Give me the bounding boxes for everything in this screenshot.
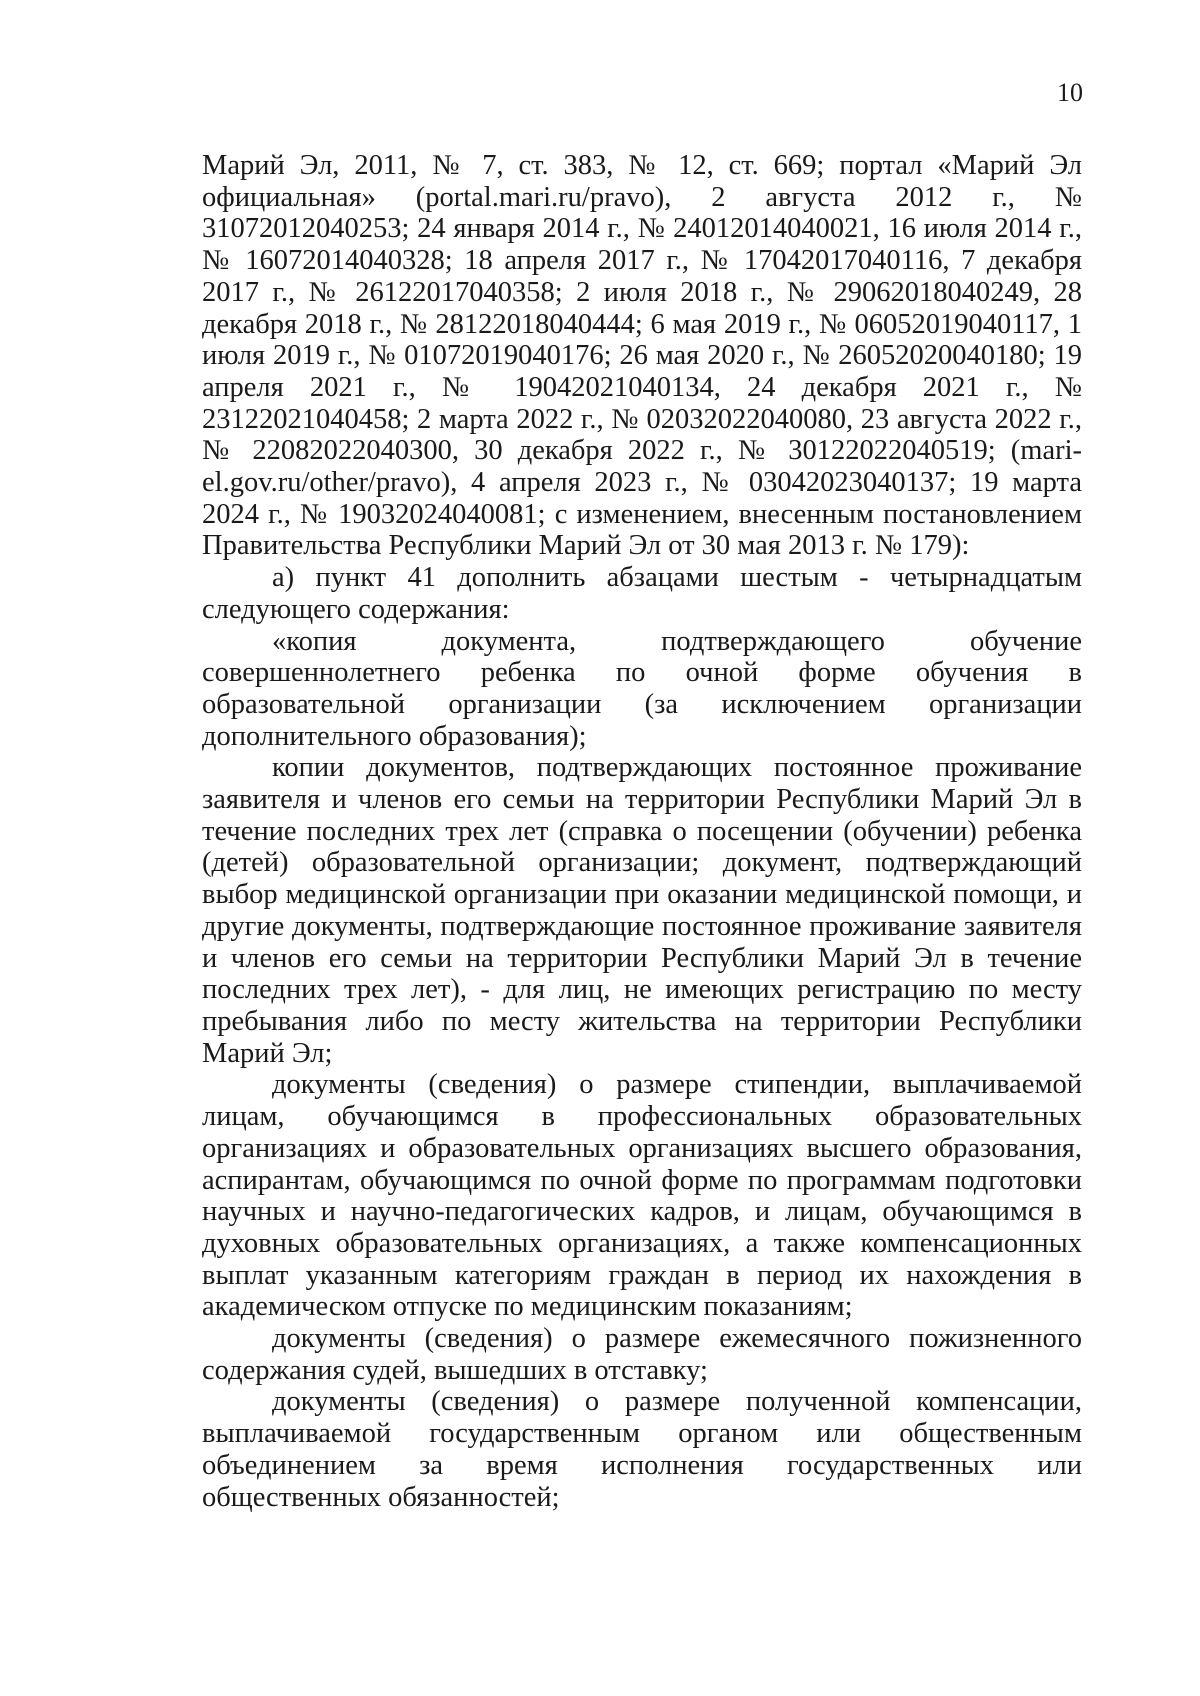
page-number: 10 bbox=[1057, 78, 1083, 107]
paragraph-stipend-documents: документы (сведения) о размере стипендии, выплачиваемой лицам, обучающимся в профессиональных образовательных организациях и образовательных организациях высшего образования, аспирантам, обучающимся по очной форме по программам подготовки научных и научно-педагогических кадров, и лицам, обучающимся в духовных образовательных организациях, а также компенсационных выплат указанным категориям граждан в период их нахождения в академическом отпуске по медицинским показаниям; bbox=[202, 1069, 1082, 1323]
document-body bbox=[202, 150, 1082, 1513]
paragraph-compensation-documents: документы (сведения) о размере полученной компенсации, выплачиваемой государственным органом или общественным объединением за время исполнения государственных или общественных обязанностей; bbox=[202, 1386, 1082, 1513]
paragraph-judges-allowance: документы (сведения) о размере ежемесячного пожизненного содержания судей, вышедших в отставку; bbox=[202, 1323, 1082, 1386]
paragraph-continuation: Марий Эл, 2011, № 7, ст. 383, № 12, ст. 669; портал «Марий Эл официальная» (portal.mari.ru/pravo), 2 августа 2012 г., № 31072012040253; 24 января 2014 г., № 24012014040021, 16 июля 2014 г., № 16072014040328; 18 апреля 2017 г., № 17042017040116, 7 декабря 2017 г., № 26122017040358; 2 июля 2018 г., № 29062018040249, 28 декабря 2018 г., № 28122018040444; 6 мая 2019 г., № 06052019040117, 1 июля 2019 г., № 01072019040176; 26 мая 2020 г., № 26052020040180; 19 апреля 2021 г., № 19042021040134, 24 декабря 2021 г., № 23122021040458; 2 марта 2022 г., № 02032022040080, 23 августа 2022 г., № 22082022040300, 30 декабря 2022 г., № 30122022040519; (mari-el.gov.ru/other/pravo), 4 апреля 2023 г., № 03042023040137; 19 марта 2024 г., № 19032024040081; с изменением, внесенным постановлением Правительства Республики Марий Эл от 30 мая 2013 г. № 179): bbox=[202, 150, 1082, 562]
paragraph-copy-document: «копия документа, подтверждающего обучение совершеннолетнего ребенка по очной форме обучения в образовательной организации (за исключением организации дополнительного образования); bbox=[202, 625, 1082, 752]
paragraph-item-a: а) пункт 41 дополнить абзацами шестым - четырнадцатым следующего содержания: bbox=[202, 562, 1082, 625]
paragraph-residence-documents: копии документов, подтверждающих постоянное проживание заявителя и членов его семьи на территории Республики Марий Эл в течение последних трех лет (справка о посещении (обучении) ребенка (детей) образовательной организации; документ, подтверждающий выбор медицинской организации при оказании медицинской помощи, и другие документы, подтверждающие постоянное проживание заявителя и членов его семьи на территории Республики Марий Эл в течение последних трех лет), - для лиц, не имеющих регистрацию по месту пребывания либо по месту жительства на территории Республики Марий Эл; bbox=[202, 752, 1082, 1069]
